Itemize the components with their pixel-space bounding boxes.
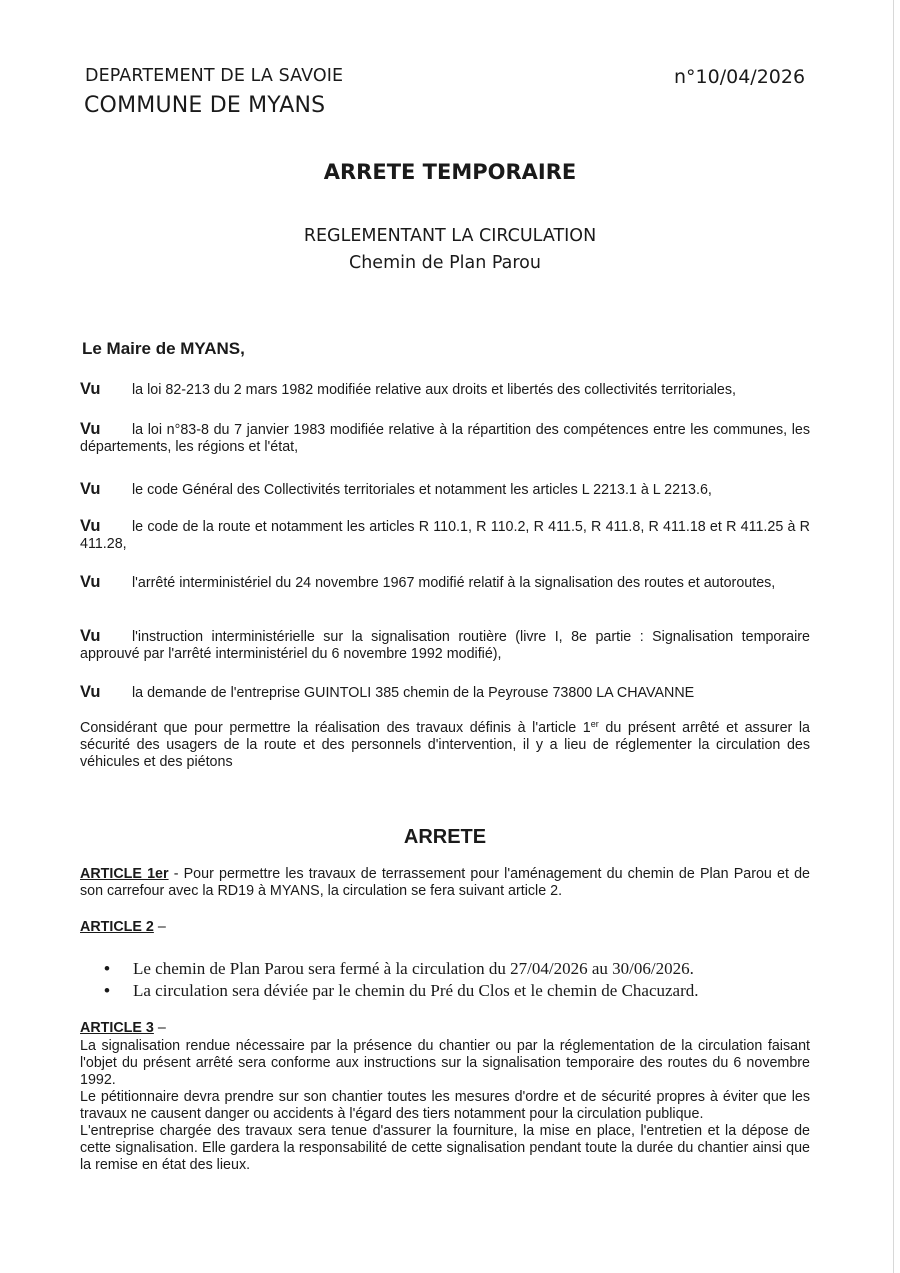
vu-text: la loi 82-213 du 2 mars 1982 modifiée relative aux droits et libertés des collectivités territoriales,: [132, 382, 736, 398]
vu-item: [80, 628, 810, 663]
vu-label: Vu: [80, 683, 101, 701]
department-name: DEPARTEMENT DE LA SAVOIE: [85, 66, 344, 86]
article-1-text: - Pour permettre les travaux de terrassement pour l'aménagement du chemin de Plan Parou et de son carrefour avec la RD19 à MYANS, la circulation se fera suivant article 2.: [80, 866, 811, 899]
article-1: [80, 866, 810, 900]
document-location: Chemin de Plan Parou: [349, 253, 541, 273]
article-3-body: [80, 1038, 810, 1174]
vu-text: la demande de l'entreprise GUINTOLI 385 chemin de la Peyrouse 73800 LA CHAVANNE: [132, 685, 695, 701]
vu-label: Vu: [80, 380, 101, 398]
arrete-heading: ARRETE: [403, 826, 487, 848]
vu-item: [80, 518, 810, 553]
vu-item: [80, 684, 810, 702]
article-1-label: ARTICLE 1er: [80, 866, 169, 882]
maire-heading: Le Maire de MYANS,: [82, 339, 245, 358]
vu-label: Vu: [80, 517, 101, 535]
commune-name: COMMUNE DE MYANS: [84, 93, 326, 118]
vu-label: Vu: [80, 627, 101, 645]
considerant-paragraph: Considérant que pour permettre la réalisation des travaux définis à l'article 1er du présent arrêté et assurer la sécurité des usagers de la route et des personnels d'intervention, il y a lieu de réglementer la circulation des véhicules et des piétons: [80, 719, 810, 770]
vu-item: [80, 381, 810, 399]
vu-item: [80, 574, 810, 592]
article-2-list: [104, 958, 824, 1002]
vu-text: la loi n°83-8 du 7 janvier 1983 modifiée relative à la répartition des compétences entre les communes, les départements, les régions et l'état,: [80, 422, 810, 455]
article-3-label: ARTICLE 3: [80, 1020, 154, 1036]
article-3-heading: ARTICLE 3 –: [80, 1020, 166, 1036]
vu-text: le code de la route et notamment les articles R 110.1, R 110.2, R 411.5, R 411.8, R 411.18 et R 411.25 à R 411.28,: [80, 519, 810, 552]
vu-item: [80, 481, 810, 499]
article-2-heading: ARTICLE 2 –: [80, 919, 166, 935]
vu-label: Vu: [80, 573, 101, 591]
document-subtitle: REGLEMENTANT LA CIRCULATION: [303, 226, 597, 246]
vu-label: Vu: [80, 480, 101, 498]
vu-text: l'instruction interministérielle sur la signalisation routière (livre I, 8e partie : Signalisation temporaire approuvé par l'arrêté interministériel du 6 novembre 1992 modifié),: [80, 629, 810, 662]
vu-label: Vu: [80, 420, 101, 438]
article-3-paragraph: La signalisation rendue nécessaire par la présence du chantier ou par la réglementation de la circulation faisant l'objet du présent arrêté sera conforme aux instructions sur la signalisation temporaire des routes du 6 novembre 1992.: [80, 1038, 810, 1088]
vu-text: le code Général des Collectivités territoriales et notamment les articles L 2213.1 à L 2213.6,: [132, 482, 712, 498]
vu-text: l'arrêté interministériel du 24 novembre 1967 modifié relatif à la signalisation des routes et autoroutes,: [132, 575, 776, 591]
article-3-paragraph: Le pétitionnaire devra prendre sur son chantier toutes les mesures d'ordre et de sécurité propres à éviter que les travaux ne causent danger ou accidents à l'égard des tiers notamment pour la circulation publique.: [80, 1089, 810, 1122]
document-title: ARRETE TEMPORAIRE: [323, 160, 577, 184]
article-2-label: ARTICLE 2: [80, 919, 154, 935]
article-3-paragraph: L'entreprise chargée des travaux sera tenue d'assurer la fourniture, la mise en place, l'entretien et la dépose de cette signalisation. Elle gardera la responsabilité de cette signalisation pendant toute la durée du chantier ainsi que la remise en état des lieux.: [80, 1123, 810, 1173]
vu-item: [80, 421, 810, 456]
arrete-number: n°10/04/2026: [674, 66, 806, 88]
list-item: • La circulation sera déviée par le chemin du Pré du Clos et le chemin de Chacuzard.: [104, 980, 824, 1002]
page-edge: [893, 0, 894, 1273]
list-item: • Le chemin de Plan Parou sera fermé à la circulation du 27/04/2026 au 30/06/2026.: [104, 958, 824, 980]
